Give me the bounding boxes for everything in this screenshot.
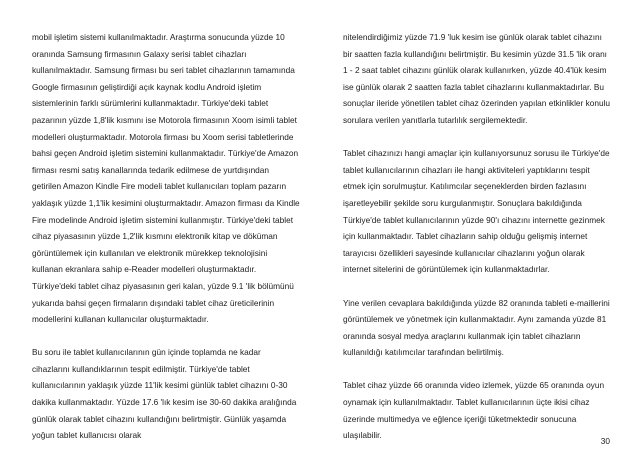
paragraph: Bu soru ile tablet kullanıcılarının gün içinde toplamda ne kadar cihazlarını kullandıklarının tespit edilmiştir. Türkiye'de tablet kullanıcılarının yaklaşık yüzde 11'lik kesimi günlük tablet cihazını 0-30 dakika kullanmaktadır. Yüzde 17.6 'lık kesim ise 30-60 dakika aralığında günlük olarak tablet cihazını kullandığını belirtmiştir. Günlük yaşamda yoğun tablet kullanıcısı olarak [32, 347, 297, 441]
paragraph: Tablet cihazınızı hangi amaçlar için kullanıyorsunuz sorusu ile Türkiye'de tablet kullanıcılarının cihazları ile hangi aktiviteleri yaptıklarını tespit etmek için sorulmuştur. Katılımcılar seçeneklerden birden fazlasını işaretleyebilir şekilde soru kurgulanmıştır. Sonuçlara bakıldığında Türkiye'de tablet kullanıcılarının yüzde 90'ı cihazını internette gezinmek için kullanmaktadır. Tablet cihazların sahip olduğu gelişmiş internet tarayıcısı özellikleri sayesinde kullanıcılar cihazlarını yoğun olarak internet sitelerini de görüntülemek için kullanmaktadırlar. [343, 148, 610, 275]
left-column [32, 29, 300, 460]
right-column [343, 29, 611, 460]
paragraph: Yine verilen cevaplara bakıldığında yüzde 82 oranında tableti e-maillerini görüntülemek ve yönetmek için kullanmaktadır. Aynı zamanda yüzde 81 oranında sosyal medya araçlarını kullanmak için tablet cihazların kullanıldığı katılımcılar tarafından belirtilmiş. [343, 297, 610, 358]
paragraph: mobil işletim sistemi kullanılmaktadır. Araştırma sonucunda yüzde 10 oranında Samsung firmasının Galaxy serisi tablet cihazları kullanılmaktadır. Samsung firması bu seri tablet cihazlarının tamamında Google firmasının geliştirdiği açık kaynak kodlu Android işletim sistemlerinin farklı sürümlerini kullanmaktadır. Türkiye'deki tablet pazarının yüzde 1,8'lik kısmını ise Motorola firmasının Xoom isimli tablet modelleri oluşturmaktadır. Motorola firması bu Xoom serisi tabletlerinde bahsi geçen Android işletim sistemini kullanmaktadır. Türkiye'de Amazon firması resmi satış kanallarında tedarik edilmese de yurtdışından getirilen Amazon Kindle Fire modeli tablet kullanıcıları toplam pazarın yaklaşık yüzde 1,1'lik kesimini oluşturmaktadır. Amazon firması da Kindle Fire modelinde Android işletim sistemini kullanmıştır. Türkiye'deki tablet cihaz piyasasının yüzde 1,2'lik kısmını elektronik kitap ve döküman görüntülemek için kullanılan ve elektronik mürekkep teknolojisini kullanan ekranlara sahip e-Reader modelleri oluşturmaktadır. Türkiye'deki tablet cihaz piyasasının geri kalan, yüzde 9.1 'lik bölümünü yukarıda bahsi geçen firmaların dışındaki tablet cihaz üreticilerinin modellerini kullanan kullanıcılar oluşturmaktadır. [32, 32, 300, 325]
paragraph: nitelendirdiğimiz yüzde 71.9 'luk kesim ise günlük olarak tablet cihazını bir saatten fazla kullandığını belirtmiştir. Bu kesimin yüzde 31.5 'lik oranı 1 - 2 saat tablet cihazını günlük olarak kullanırken, yüzde 40.4'lük kesim ise günlük olarak 2 saatten fazla tablet cihazlarını kullanmaktadırlar. Bu sonuçlar ileride yönetilen tablet cihaz özerinden yapılan etkinlikler konulu sorulara verilen yanıtlarla tutarlılık sergilemektedir. [343, 32, 611, 125]
paragraph: Tablet cihaz yüzde 66 oranında video izlemek, yüzde 65 oranında oyun oynamak için kullanılmaktadır. Tablet kullanıcılarının üçte ikisi cihaz üzerinde multimedya ve eğlence içeriği tüketmektedir sonucuna ulaşılabilir. [343, 380, 605, 441]
page-number: 30 [600, 436, 610, 446]
